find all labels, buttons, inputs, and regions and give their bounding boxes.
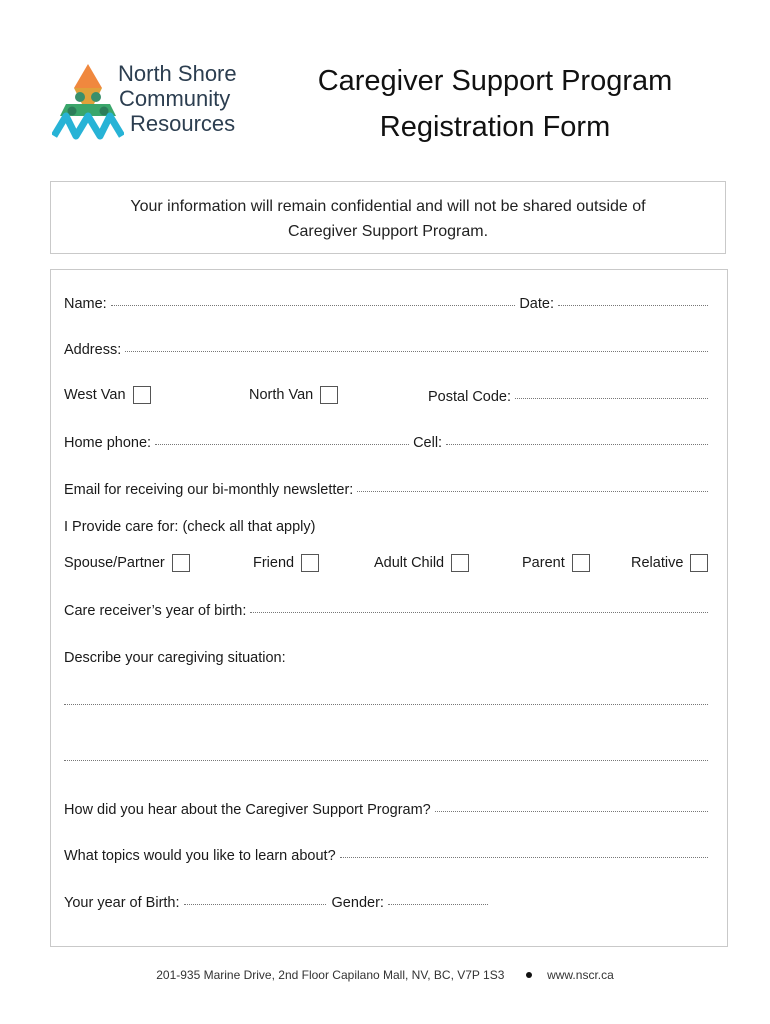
org-logo bbox=[52, 58, 262, 138]
home-phone-field[interactable] bbox=[155, 443, 409, 445]
north-van-label: North Van bbox=[249, 387, 314, 403]
postal-code-field[interactable] bbox=[515, 397, 708, 399]
spouse-partner-checkbox[interactable] bbox=[172, 554, 190, 572]
email-field[interactable] bbox=[357, 490, 708, 492]
footer-address: 201-935 Marine Drive, 2nd Floor Capilano Mall, NV, BC, V7P 1S3 bbox=[156, 968, 505, 982]
cell-label: Cell: bbox=[413, 435, 443, 451]
care-option-label: Friend bbox=[253, 555, 295, 571]
friend-checkbox[interactable] bbox=[301, 554, 319, 572]
west-van-checkbox[interactable] bbox=[133, 386, 151, 404]
west-van-label: West Van bbox=[64, 387, 126, 403]
notice-line-2: Caregiver Support Program. bbox=[287, 223, 489, 240]
describe-situation-line-2[interactable] bbox=[64, 759, 708, 761]
topics-field[interactable] bbox=[340, 856, 708, 858]
footer-website-link[interactable]: www.nscr.ca bbox=[547, 968, 614, 982]
adult-child-checkbox[interactable] bbox=[451, 554, 469, 572]
bullet-icon bbox=[526, 972, 532, 978]
name-field[interactable] bbox=[111, 304, 516, 306]
care-receiver-birth-label: Care receiver’s year of birth: bbox=[64, 603, 247, 619]
email-label: Email for receiving our bi-monthly newsletter: bbox=[64, 482, 354, 498]
describe-situation-label: Describe your caregiving situation: bbox=[64, 650, 286, 666]
care-for-label: I Provide care for: (check all that apply) bbox=[64, 519, 316, 535]
gender-field[interactable] bbox=[388, 903, 488, 905]
confidentiality-notice bbox=[50, 181, 726, 254]
topics-label: What topics would you like to learn about? bbox=[64, 848, 336, 864]
logo-line-2: Community bbox=[119, 86, 231, 111]
describe-situation-line-1[interactable] bbox=[64, 703, 708, 705]
home-phone-label: Home phone: bbox=[64, 435, 152, 451]
birth-year-field[interactable] bbox=[184, 903, 326, 905]
title-line-1: Caregiver Support Program bbox=[317, 65, 673, 97]
title-line-2: Registration Form bbox=[379, 111, 611, 143]
care-receiver-birth-field[interactable] bbox=[250, 611, 708, 613]
date-field[interactable] bbox=[558, 304, 708, 306]
address-label: Address: bbox=[64, 342, 122, 358]
heard-about-label: How did you hear about the Caregiver Support Program? bbox=[64, 802, 431, 818]
cell-field[interactable] bbox=[446, 443, 708, 445]
birth-year-label: Your year of Birth: bbox=[64, 895, 180, 911]
care-option-label: Spouse/Partner bbox=[64, 555, 165, 571]
gender-label: Gender: bbox=[331, 895, 384, 911]
heard-about-field[interactable] bbox=[435, 810, 708, 812]
footer bbox=[0, 968, 770, 982]
notice-line-1: Your information will remain confidential and will not be shared outside of bbox=[130, 198, 646, 215]
logo-line-3: Resources bbox=[130, 111, 236, 136]
name-label: Name: bbox=[64, 296, 107, 312]
logo-line-1: North Shore bbox=[118, 61, 237, 86]
postal-code-label: Postal Code: bbox=[428, 389, 512, 405]
care-option-label: Parent bbox=[522, 555, 565, 571]
address-field[interactable] bbox=[125, 350, 708, 352]
care-option-label: Adult Child bbox=[374, 555, 445, 571]
parent-checkbox[interactable] bbox=[572, 554, 590, 572]
north-van-checkbox[interactable] bbox=[320, 386, 338, 404]
registration-form bbox=[50, 269, 728, 947]
logo-mark-icon bbox=[52, 64, 124, 140]
relative-checkbox[interactable] bbox=[690, 554, 708, 572]
page-title bbox=[290, 58, 700, 150]
date-label: Date: bbox=[519, 296, 554, 312]
care-option-label: Relative bbox=[631, 555, 684, 571]
